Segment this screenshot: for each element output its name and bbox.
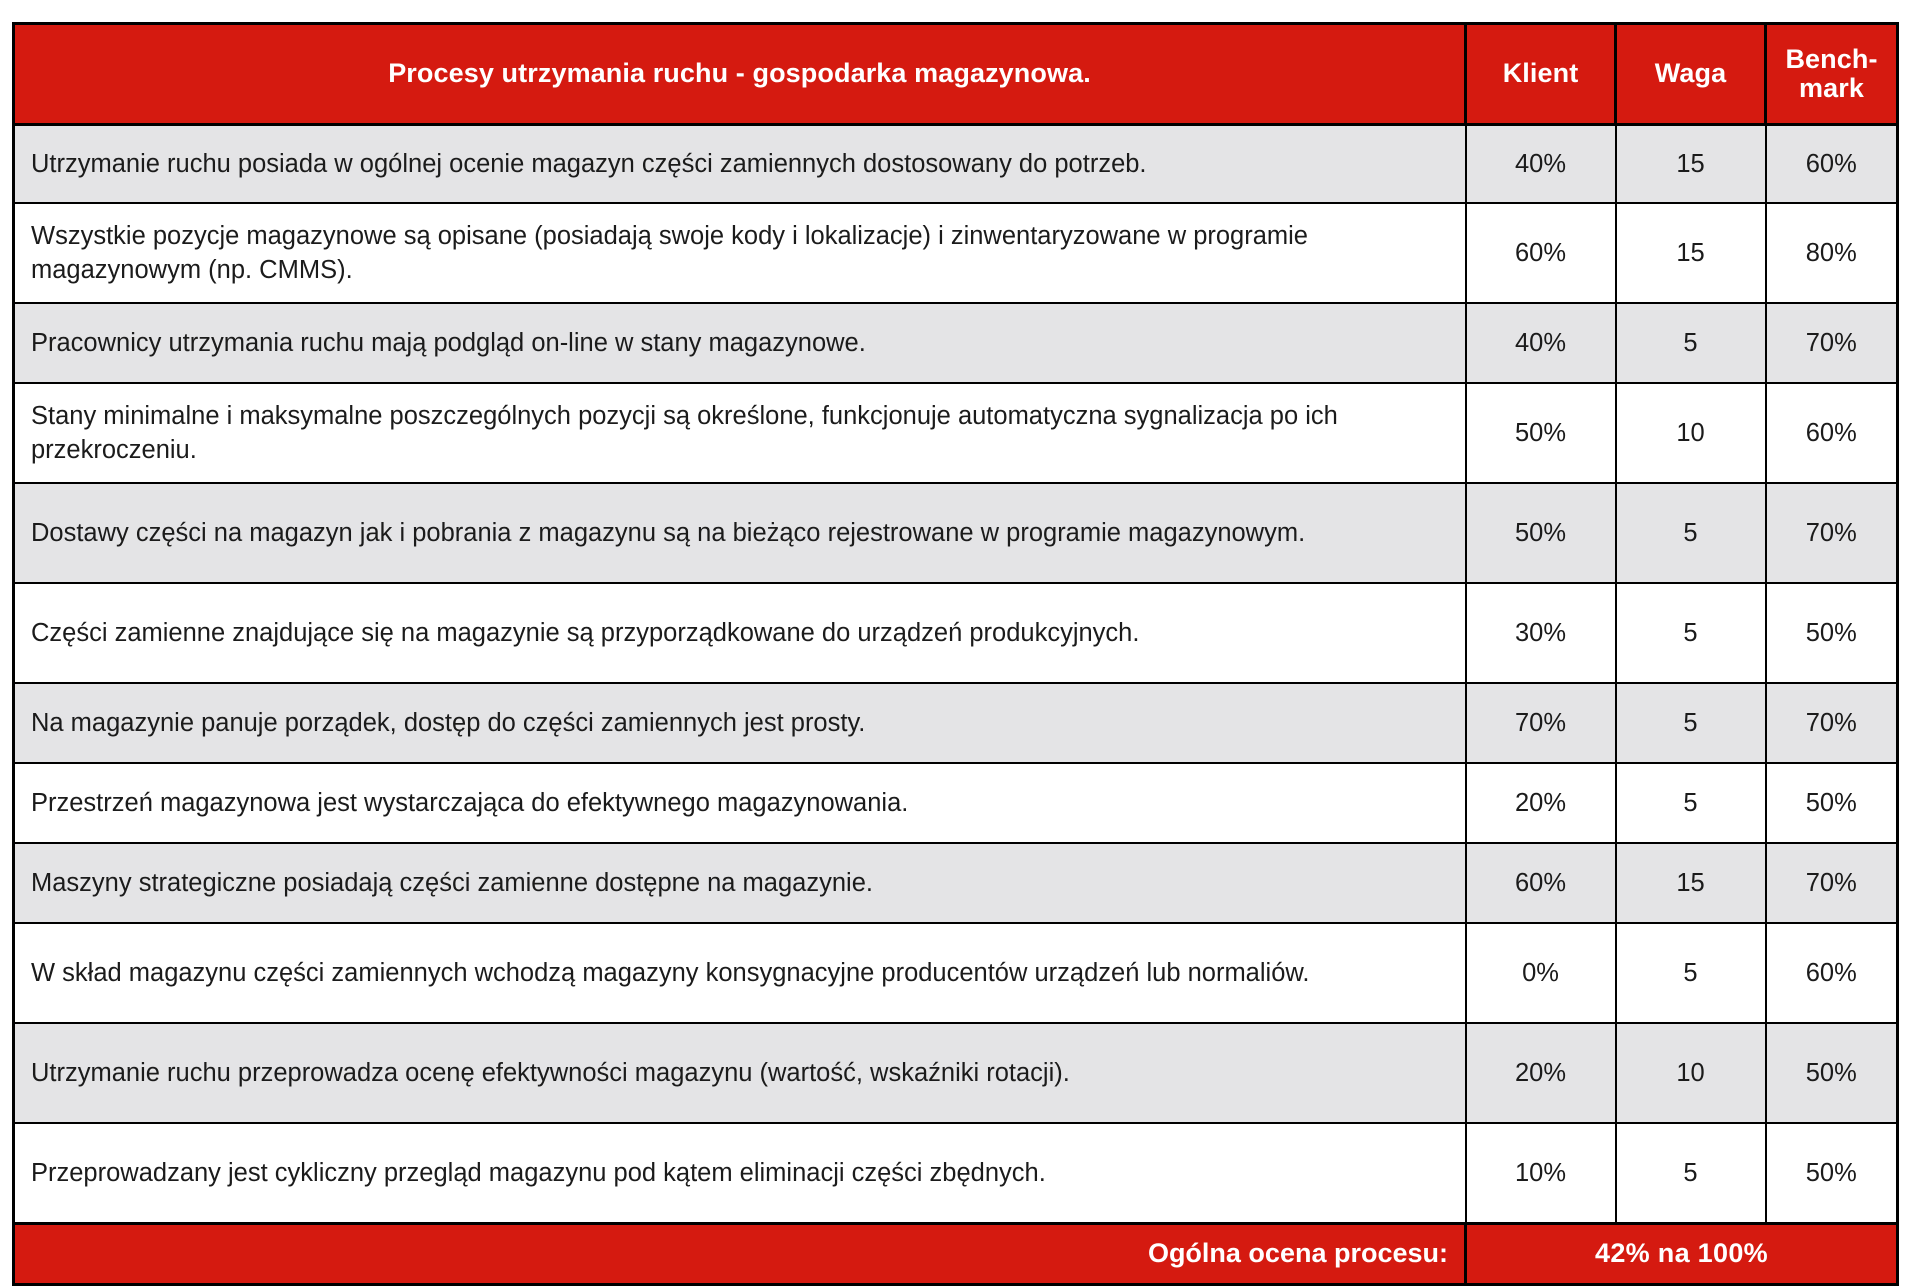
row-waga-value: 5: [1616, 763, 1766, 843]
overall-score-value: 42% na 100%: [1466, 1224, 1898, 1285]
row-description: Wszystkie pozycje magazynowe są opisane (posiadają swoje kody i lokalizacje) i zinwentaryzowane w programie magazynowym (np. CMMS).: [14, 203, 1466, 303]
row-description: Dostawy części na magazyn jak i pobrania z magazynu są na bieżąco rejestrowane w programie magazynowym.: [14, 483, 1466, 583]
table-row[interactable]: [14, 683, 1898, 763]
column-header-waga: Waga: [1616, 24, 1766, 125]
row-benchmark-value: 50%: [1766, 583, 1898, 683]
row-klient-value: 40%: [1466, 303, 1616, 383]
row-klient-value: 70%: [1466, 683, 1616, 763]
row-benchmark-value: 50%: [1766, 763, 1898, 843]
row-waga-value: 15: [1616, 203, 1766, 303]
row-waga-value: 15: [1616, 125, 1766, 204]
row-benchmark-value: 50%: [1766, 1123, 1898, 1224]
row-klient-value: 50%: [1466, 483, 1616, 583]
table-row[interactable]: [14, 923, 1898, 1023]
table-row[interactable]: [14, 583, 1898, 683]
row-benchmark-value: 70%: [1766, 843, 1898, 923]
row-klient-value: 40%: [1466, 125, 1616, 204]
row-benchmark-value: 60%: [1766, 923, 1898, 1023]
table-row[interactable]: [14, 483, 1898, 583]
row-klient-value: 50%: [1466, 383, 1616, 483]
row-description: Utrzymanie ruchu przeprowadza ocenę efektywności magazynu (wartość, wskaźniki rotacji).: [14, 1023, 1466, 1123]
row-waga-value: 15: [1616, 843, 1766, 923]
column-header-benchmark: [1766, 24, 1898, 125]
row-waga-value: 5: [1616, 303, 1766, 383]
column-header-klient: Klient: [1466, 24, 1616, 125]
header-row: [14, 24, 1898, 125]
overall-score-row: [14, 1224, 1898, 1285]
row-klient-value: 10%: [1466, 1123, 1616, 1224]
row-waga-value: 5: [1616, 483, 1766, 583]
row-benchmark-value: 70%: [1766, 683, 1898, 763]
row-benchmark-value: 50%: [1766, 1023, 1898, 1123]
row-klient-value: 30%: [1466, 583, 1616, 683]
overall-score-label: Ogólna ocena procesu:: [14, 1224, 1466, 1285]
row-klient-value: 20%: [1466, 763, 1616, 843]
row-klient-value: 60%: [1466, 843, 1616, 923]
row-description: Maszyny strategiczne posiadają części zamienne dostępne na magazynie.: [14, 843, 1466, 923]
row-benchmark-value: 70%: [1766, 483, 1898, 583]
table-header: [14, 24, 1898, 125]
table-row[interactable]: [14, 763, 1898, 843]
table-row[interactable]: [14, 1023, 1898, 1123]
table-footer: [14, 1224, 1898, 1285]
row-waga-value: 10: [1616, 1023, 1766, 1123]
row-description: Przestrzeń magazynowa jest wystarczająca do efektywnego magazynowania.: [14, 763, 1466, 843]
row-waga-value: 5: [1616, 923, 1766, 1023]
row-waga-value: 5: [1616, 683, 1766, 763]
row-description: Przeprowadzany jest cykliczny przegląd magazynu pod kątem eliminacji części zbędnych.: [14, 1123, 1466, 1224]
table-row[interactable]: [14, 125, 1898, 204]
row-description: Stany minimalne i maksymalne poszczególnych pozycji są określone, funkcjonuje automatyczna sygnalizacja po ich przekroczeniu.: [14, 383, 1466, 483]
row-description: Na magazynie panuje porządek, dostęp do części zamiennych jest prosty.: [14, 683, 1466, 763]
row-klient-value: 20%: [1466, 1023, 1616, 1123]
column-header-benchmark-line2: mark: [1799, 73, 1864, 103]
table-row[interactable]: [14, 303, 1898, 383]
row-description: Utrzymanie ruchu posiada w ogólnej ocenie magazyn części zamiennych dostosowany do potrzeb.: [14, 125, 1466, 204]
column-header-benchmark-line1: Bench-: [1785, 43, 1878, 74]
maintenance-warehouse-assessment-table: [12, 22, 1899, 1286]
table-row[interactable]: [14, 1123, 1898, 1224]
table-body: [14, 125, 1898, 1224]
row-description: Części zamienne znajdujące się na magazynie są przyporządkowane do urządzeń produkcyjnych.: [14, 583, 1466, 683]
column-header-description: Procesy utrzymania ruchu - gospodarka magazynowa.: [14, 24, 1466, 125]
table-row[interactable]: [14, 203, 1898, 303]
table-row[interactable]: [14, 383, 1898, 483]
row-benchmark-value: 60%: [1766, 125, 1898, 204]
row-klient-value: 60%: [1466, 203, 1616, 303]
row-benchmark-value: 80%: [1766, 203, 1898, 303]
row-benchmark-value: 60%: [1766, 383, 1898, 483]
table-row[interactable]: [14, 843, 1898, 923]
row-description: Pracownicy utrzymania ruchu mają podgląd on-line w stany magazynowe.: [14, 303, 1466, 383]
row-waga-value: 10: [1616, 383, 1766, 483]
row-waga-value: 5: [1616, 1123, 1766, 1224]
row-waga-value: 5: [1616, 583, 1766, 683]
row-klient-value: 0%: [1466, 923, 1616, 1023]
row-benchmark-value: 70%: [1766, 303, 1898, 383]
row-description: W skład magazynu części zamiennych wchodzą magazyny konsygnacyjne producentów urządzeń lub normaliów.: [14, 923, 1466, 1023]
